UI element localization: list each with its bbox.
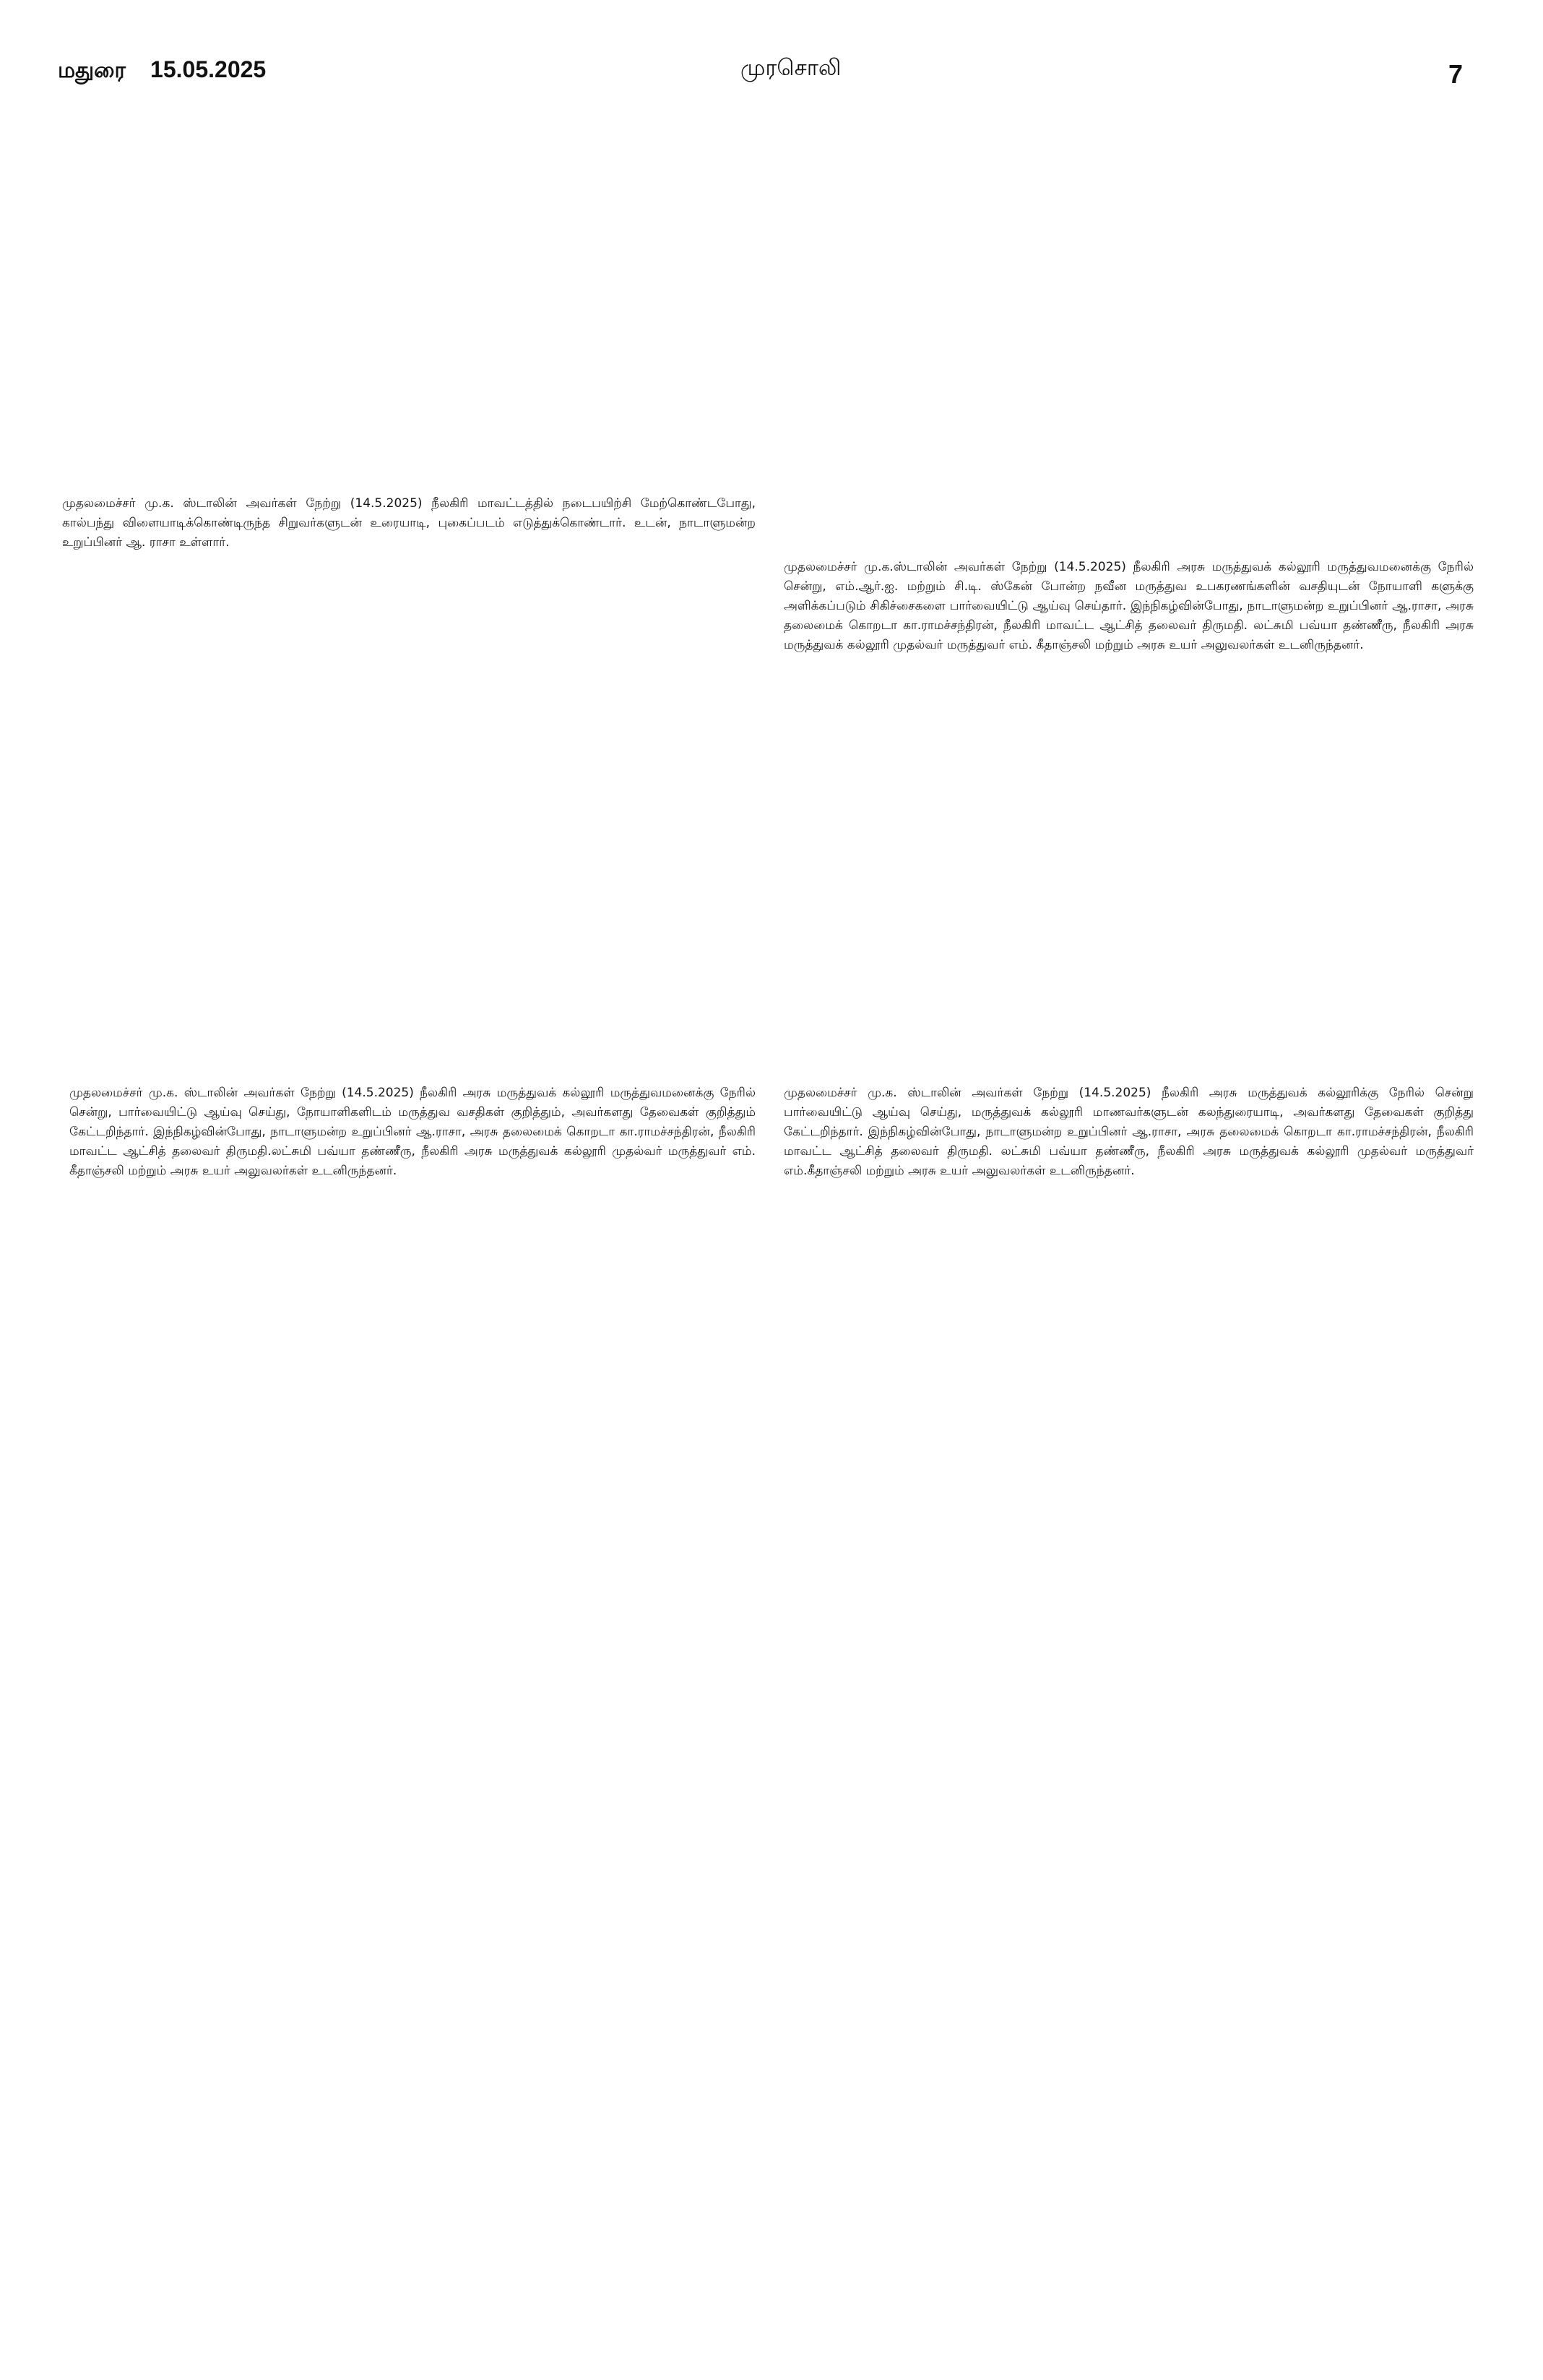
edition-city: மதுரை [58,58,126,83]
issue-date: 15.05.2025 [150,56,267,82]
masthead: முரசொலி [740,55,842,81]
edition-date-line [58,56,266,86]
photo-caption-walk: முதலமைச்சர் மு.க. ஸ்டாலின் அவர்கள் நேற்று (14.5.2025) நீலகிரி மாவட்டத்தில் நடைபயிற்சி மேற்கொண்டபோது, கால்பந்து விளையாடிக்கொண்டிருந்த சிறுவர்களுடன் உரையாடி, புகைப்படம் எடுத்துக்கொண்டார். உடன், நாடாளுமன்ற உறுப்பினர் ஆ. ராசா உள்ளார். [62,496,756,550]
photo-caption-hospital-equipment: முதலமைச்சர் மு.க.ஸ்டாலின் அவர்கள் நேற்று (14.5.2025) நீலகிரி அரசு மருத்துவக் கல்லூரி மருத்துவமனைக்கு நேரில் சென்று, எம்.ஆர்.ஐ. மற்றும் சி.டி. ஸ்கேன் போன்ற நவீன மருத்துவ உபகரணங்களின் வசதியுடன் நோயாளி களுக்கு அளிக்கப்படும் சிகிச்சைகளை பார்வையிட்டு ஆய்வு செய்தார். இந்நிகழ்வின்போது, நாடாளுமன்ற உறுப்பினர் ஆ.ராசா, அரசு தலைமைக் கொறடா கா.ராமச்சந்திரன், நீலகிரி மாவட்ட ஆட்சித் தலைவர் திருமதி. லட்சுமி பவ்யா தண்ணீரு, நீலகிரி அரசு மருத்துவக் கல்லூரி முதல்வர் மருத்துவர் எம். கீதாஞ்சலி மற்றும் அரசு உயர் அலுவலர்கள் உடனிருந்தனர். [784,560,1474,652]
photo-caption-medical-college: முதலமைச்சர் மு.க. ஸ்டாலின் அவர்கள் நேற்று (14.5.2025) நீலகிரி அரசு மருத்துவக் கல்லூரிக்கு நேரில் சென்று பார்வையிட்டு ஆய்வு செய்து, மருத்துவக் கல்லூரி மாணவர்களுடன் கலந்துரையாடி, அவர்களது தேவைகள் குறித்து கேட்டறிந்தார். இந்நிகழ்வின்போது, நாடாளுமன்ற உறுப்பினர் ஆ.ராசா, அரசு தலைமைக் கொறடா கா.ராமச்சந்திரன், நீலகிரி மாவட்ட ஆட்சித் தலைவர் திருமதி. லட்சுமி பவ்யா தண்ணீரு, நீலகிரி அரசு மருத்துவக் கல்லூரி முதல்வர் மருத்துவர் எம்.கீதாஞ்சலி மற்றும் அரசு உயர் அலுவலர்கள் உடனிருந்தனர். [784,1086,1474,1178]
page-number: 7 [1448,59,1464,89]
photo-caption-hospital-patients: முதலமைச்சர் மு.க. ஸ்டாலின் அவர்கள் நேற்று (14.5.2025) நீலகிரி அரசு மருத்துவக் கல்லூரி மருத்துவமனைக்கு நேரில் சென்று, பார்வையிட்டு ஆய்வு செய்து, நோயாளிகளிடம் மருத்துவ வசதிகள் குறித்தும், அவர்களது தேவைகள் குறித்தும் கேட்டறிந்தார். இந்நிகழ்வின்போது, நாடாளுமன்ற உறுப்பினர் ஆ.ராசா, அரசு தலைமைக் கொறடா கா.ராமச்சந்திரன், நீலகிரி மாவட்ட ஆட்சித் தலைவர் திருமதி.லட்சுமி பவ்யா தண்ணீரு, நீலகிரி அரசு மருத்துவக் கல்லூரி முதல்வர் மருத்துவர் எம். கீதாஞ்சலி மற்றும் அரசு உயர் அலுவலர்கள் உடனிருந்தனர். [69,1086,756,1178]
